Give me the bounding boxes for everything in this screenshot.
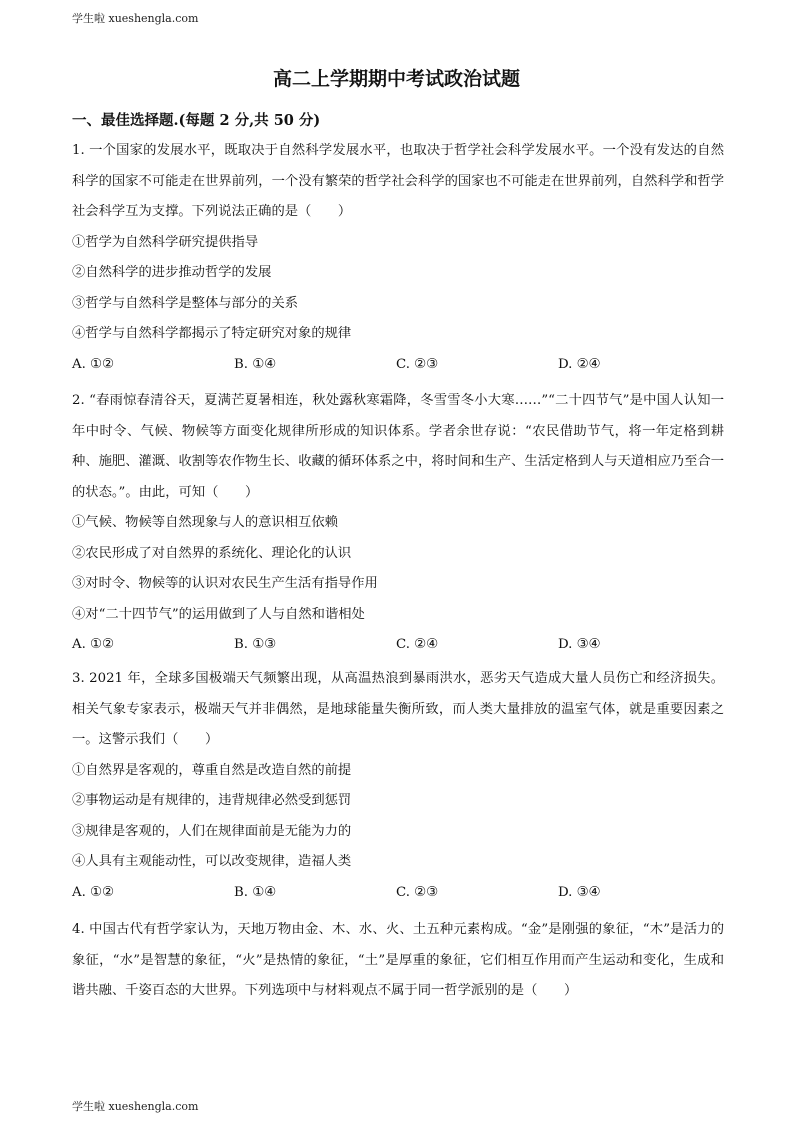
statement-option: ①气候、物候等自然现象与人的意识相互依赖 <box>72 515 338 530</box>
answer-choices <box>72 630 724 660</box>
choice-a: A. ①② <box>72 637 114 652</box>
choice-c: C. ②③ <box>396 356 438 372</box>
statement-option: ②农民形成了对自然界的系统化、理论化的认识 <box>72 545 352 561</box>
choice-d: D. ③④ <box>558 884 601 900</box>
choice-d: D. ②④ <box>558 356 601 372</box>
question-stem: 4. 中国古代有哲学家认为，天地万物由金、木、水、火、土五种元素构成。“金”是刚强的象征，“木”是活力的象征，“水”是智慧的象征，“火”是热情的象征，“土”是厚重的象征，它们相互作用而产生运动和变化，生成和谐共融、千姿百态的大世界。下列选项中与材料观点不属于同一哲学派别的是（ ） <box>72 922 724 998</box>
page-header: 学生啦 xueshengla.com <box>72 12 199 25</box>
choice-c: C. ②③ <box>396 884 438 900</box>
choice-b: B. ①④ <box>234 356 277 372</box>
statement-option: ④人具有主观能动性，可以改变规律，造福人类 <box>72 854 352 869</box>
statement-option: ②事物运动是有规律的，违背规律必然受到惩罚 <box>72 793 352 808</box>
choice-d: D. ③④ <box>558 637 601 652</box>
choice-a: A. ①② <box>72 356 114 372</box>
question-stem: 2. “春雨惊春清谷天，夏满芒夏暑相连，秋处露秋寒霜降，冬雪雪冬小大寒……”“二十四节气”是中国人认知一年中时令、气候、物候等方面变化规律所形成的知识体系。学者余世存说：“农民借助节气，将一年定格到耕种、施肥、灌溉、收割等农作物生长、收藏的循环体系之中，将时间和生产、生活定格到人与天道相应乃至合一的状态。”。由此，可知（ ） <box>72 393 724 500</box>
answer-choices <box>72 350 724 380</box>
statement-option: ①哲学为自然科学研究提供指导 <box>72 234 259 250</box>
statement-option: ③规律是客观的，人们在规律面前是无能为力的 <box>72 823 352 839</box>
answer-choices <box>72 878 724 908</box>
question-stem: 1. 一个国家的发展水平，既取决于自然科学发展水平，也取决于哲学社会科学发展水平。一个没有发达的自然科学的国家不可能走在世界前列，一个没有繁荣的哲学社会科学的国家也不可能走在世界前列，自然科学和哲学社会科学互为支撑。下列说法正确的是（ ） <box>72 143 724 219</box>
statement-option: ④对“二十四节气”的运用做到了人与自然和谐相处 <box>72 606 365 622</box>
question-4 <box>72 915 724 1007</box>
question-3 <box>72 664 724 908</box>
question-1 <box>72 136 724 380</box>
page-footer: 学生啦 xueshengla.com <box>72 1100 199 1113</box>
section-heading: 一、最佳选择题.(每题 2 分,共 50 分) <box>72 112 321 129</box>
question-stem: 3. 2021 年，全球多国极端天气频繁出现，从高温热浪到暴雨洪水，恶劣天气造成大量人员伤亡和经济损失。相关气象专家表示，极端天气并非偶然，是地球能量失衡所致，而人类大量排放的温室气体，就是重要因素之一。这警示我们（ ） <box>72 671 724 747</box>
statement-option: ③对时令、物候等的认识对农民生产生活有指导作用 <box>72 576 378 591</box>
page-title: 高二上学期期中考试政治试题 <box>272 68 520 90</box>
choice-c: C. ②④ <box>396 637 438 652</box>
statement-option: ③哲学与自然科学是整体与部分的关系 <box>72 295 299 311</box>
choice-b: B. ①③ <box>234 637 277 652</box>
statement-option: ②自然科学的进步推动哲学的发展 <box>72 265 272 280</box>
statement-option: ④哲学与自然科学都揭示了特定研究对象的规律 <box>72 326 352 341</box>
choice-a: A. ①② <box>72 884 114 900</box>
statement-option: ①自然界是客观的，尊重自然是改造自然的前提 <box>72 762 352 778</box>
choice-b: B. ①④ <box>234 884 277 900</box>
question-2 <box>72 386 724 660</box>
